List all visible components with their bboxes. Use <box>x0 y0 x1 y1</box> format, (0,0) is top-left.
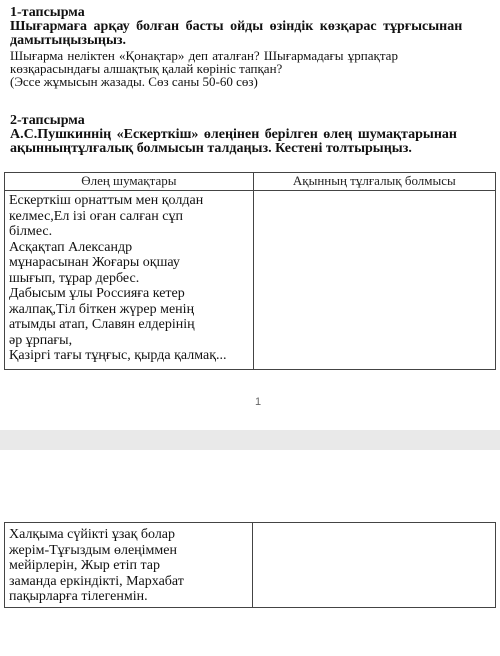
analysis-table <box>4 172 496 370</box>
stanza-line: атымды атап, Славян елдерінің <box>9 317 195 332</box>
page-gap <box>0 430 500 450</box>
stanza-line: Халқыма сүйікті ұзақ болар <box>9 527 176 542</box>
task-2-section <box>10 114 490 156</box>
poet-personality-answer-cell[interactable] <box>253 191 495 370</box>
poet-personality-answer-cell[interactable] <box>253 523 496 608</box>
table-header-stanzas: Өлең шумақтары <box>5 173 254 191</box>
task-2-instruction-line: А.С.Пушкиннің «Ескерткіш» өлеңінен берілген өлең шумақтарынан <box>10 127 457 142</box>
task-2-heading: 2-тапсырма <box>10 113 85 128</box>
page-number: 1 <box>254 396 262 408</box>
task-1-note-line: (Эссе жұмысын жазады. Сөз саны 50-60 сөз) <box>10 74 258 89</box>
stanza-cell <box>5 523 253 608</box>
stanza-line: Ескерткіш орнаттым мен қолдан <box>9 193 204 208</box>
stanza-line: жерім-Тұғыздым өлеңіммен <box>9 542 177 558</box>
analysis-table-continued <box>4 522 496 608</box>
task-1-instruction-line: дамытыңызыңыз. <box>10 33 127 48</box>
stanza-line: мейірлерін, Жыр етіп тар <box>9 558 161 573</box>
document-page-2 <box>0 450 500 656</box>
stanza-line: Дабысым ұлы Россияға кетер <box>9 286 185 301</box>
stanza-line: заманда еркіндікті, Мархабат <box>9 573 184 589</box>
stanza-line: мұнарасынан Жоғары оқшау <box>9 255 180 270</box>
table-header-poet-personality: Ақынның тұлғалық болмысы <box>253 173 495 191</box>
stanza-line: Қазіргі тағы тұңғыс, қырда қалмақ... <box>9 348 227 363</box>
stanza-line: әр ұрпағы, <box>9 332 73 348</box>
task-1-section <box>10 6 490 88</box>
task-1-question-line: көзқарасындағы алшақтық қалай көрініс тапқан? <box>10 61 283 76</box>
task-1-instruction-line: Шығармаға арқау болған басты ойды өзіндік көзқарас тұрғысынан <box>10 19 463 34</box>
stanza-cell <box>5 191 254 370</box>
stanza-line: шығып, тұрар дербес. <box>9 270 140 286</box>
task-1-question-line: Шығарма неліктен «Қонақтар» деп аталған? Шығармадағы ұрпақтар <box>10 48 398 63</box>
stanza-line: пақырларға тілегенмін. <box>9 589 148 604</box>
stanza-line: келмес,Ел ізі оған салған сұп <box>9 208 183 224</box>
stanza-line: жалпақ,Тіл біткен жүрер менің <box>9 301 195 317</box>
stanza-line: білмес. <box>9 224 53 239</box>
task-2-instruction-line: ақынныңтұлғалық болмысын талдаңыз. Кестені толтырыңыз. <box>10 141 412 156</box>
stanza-line: Асқақтап Александр <box>9 239 133 255</box>
task-1-heading: 1-тапсырма <box>10 5 85 20</box>
